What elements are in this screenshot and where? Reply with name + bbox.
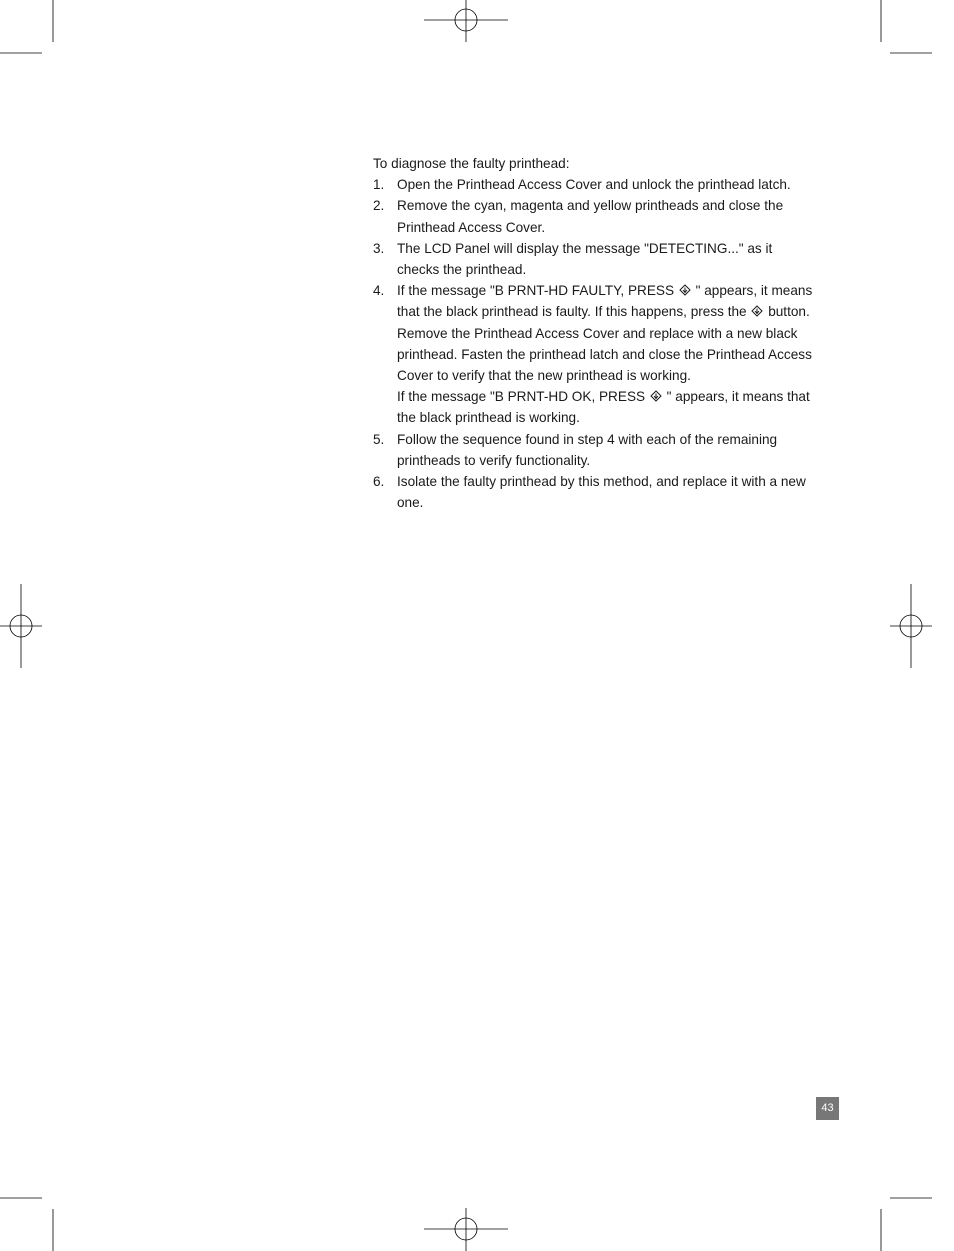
step-5	[373, 429, 813, 471]
step-text: Remove the cyan, magenta and yellow printheads and close the Printhead Access Cover.	[397, 198, 784, 235]
diamond-button-icon	[679, 284, 691, 296]
diamond-button-icon	[751, 305, 763, 317]
step-number: 5.	[373, 431, 385, 447]
diamond-button-icon	[650, 390, 662, 402]
step-text: If the message "B PRNT-HD OK, PRESS	[397, 389, 646, 405]
step-1	[373, 174, 813, 195]
step-text: If the message "B PRNT-HD FAULTY, PRESS	[397, 283, 675, 299]
step-2	[373, 195, 813, 237]
step-4	[373, 280, 813, 428]
step-text: button. Remove the Printhead Access Cover and replace with a new black printhead. Fasten the printhead latch and close the Printhead Access Cover to verify that the new printhead is working.	[397, 304, 812, 384]
steps-list	[373, 174, 813, 513]
step-text: The LCD Panel will display the message "DETECTING..." as it checks the printhead.	[397, 240, 773, 278]
instructions-block	[373, 153, 813, 513]
step-number: 3.	[373, 240, 385, 256]
step-text: Isolate the faulty printhead by this method, and replace it with a new one.	[397, 474, 806, 511]
step-text: " appears, it means that the black printhead is faulty. If this happens, press the	[397, 283, 813, 320]
step-text: Follow the sequence found in step 4 with each of the remaining printheads to verify functionality.	[397, 431, 778, 468]
step-3	[373, 238, 813, 280]
step-6	[373, 471, 813, 513]
step-number: 4.	[373, 283, 385, 299]
step-number: 6.	[373, 474, 385, 490]
step-number: 2.	[373, 198, 385, 214]
step-number: 1.	[373, 177, 385, 193]
step-text: Open the Printhead Access Cover and unlock the printhead latch.	[397, 177, 791, 193]
page-number-badge: 43	[816, 1097, 839, 1120]
step-text: " appears, it means that the black printhead is working.	[397, 389, 810, 426]
intro-text: To diagnose the faulty printhead:	[373, 156, 570, 171]
